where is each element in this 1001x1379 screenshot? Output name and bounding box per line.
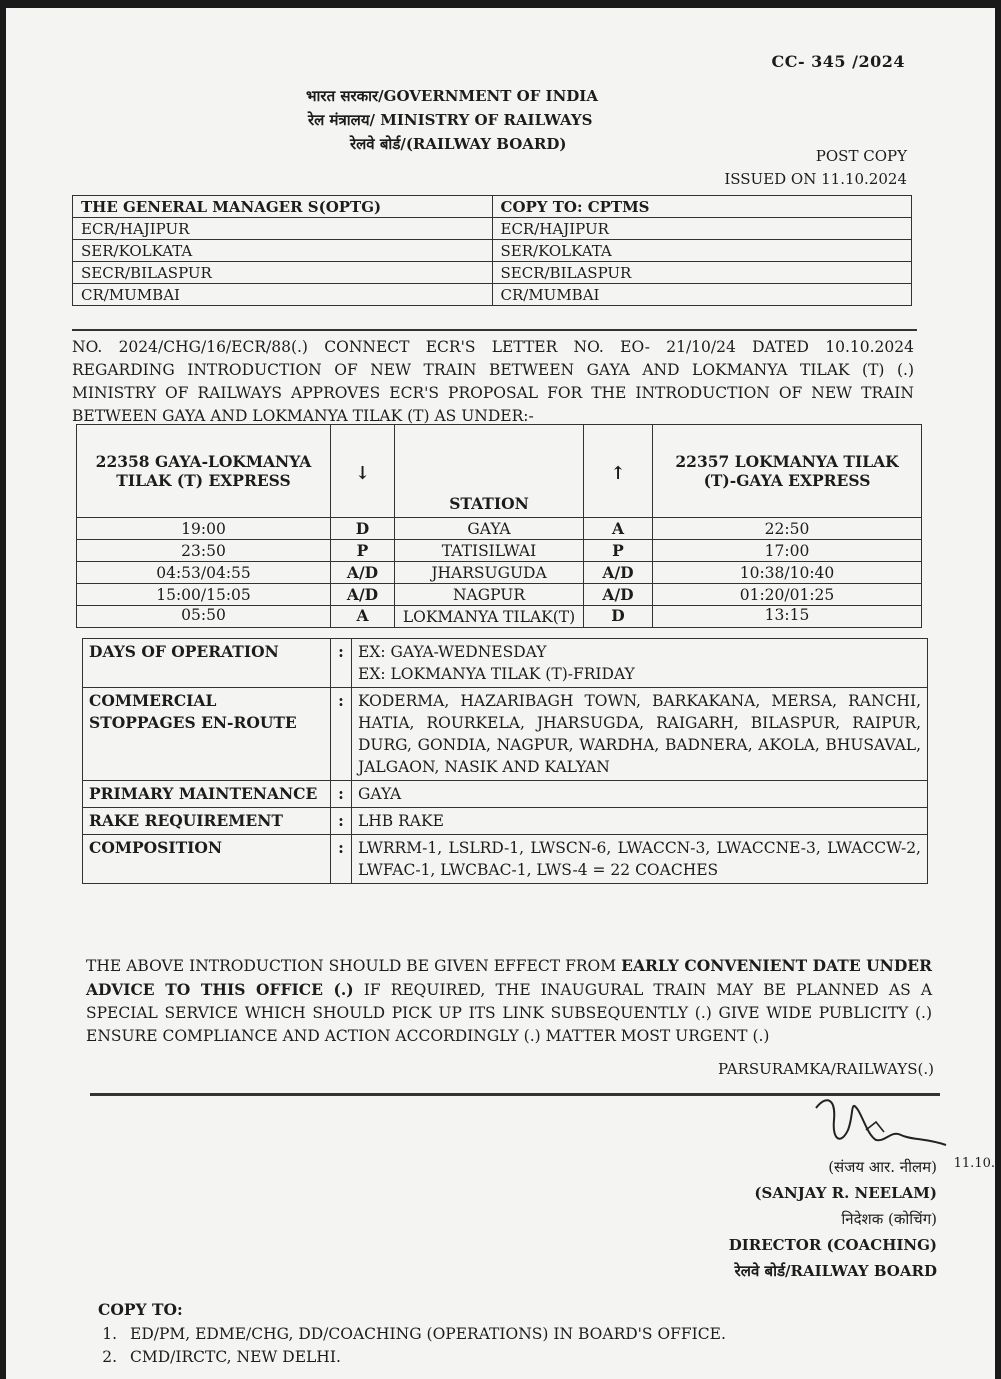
time-cell: 04:53/04:55 (77, 562, 331, 584)
copy-item: CR/MUMBAI (492, 284, 912, 306)
code-cell: P (331, 540, 395, 562)
issued-date: ISSUED ON 11.10.2024 (724, 170, 907, 188)
signatory-title: DIRECTOR (COACHING) (728, 1236, 937, 1254)
code-cell: D (331, 518, 395, 540)
code-cell: P (584, 540, 653, 562)
code-cell: A (584, 518, 653, 540)
colon: : (331, 835, 352, 884)
station-cell: GAYA (395, 518, 584, 540)
closing-bold-text: EARLY CONVENIENT DATE UNDER ADVICE TO THIS OFFICE (.) (86, 956, 932, 999)
composition-value: LWRRM-1, LSLRD-1, LWSCN-6, LWACCN-3, LWACCNE-3, LWACCW-2, LWFAC-1, LWCBAC-1, LWS-4 = 22 COACHES (352, 835, 928, 884)
copy-to-section (98, 1298, 726, 1369)
station-cell: JHARSUGUDA (395, 562, 584, 584)
code-cell: A/D (331, 562, 395, 584)
post-copy-label: POST COPY (815, 147, 907, 165)
list-item: 2. CMD/IRCTC, NEW DELHI. (122, 1346, 726, 1369)
letterhead-line-3: रेलवे बोर्ड/(RAILWAY BOARD) (350, 135, 567, 153)
list-item: 1. ED/PM, EDME/CHG, DD/COACHING (OPERATIONS) IN BOARD'S OFFICE. (122, 1323, 726, 1346)
colon: : (331, 781, 352, 808)
code-cell: A/D (331, 584, 395, 606)
copy-to-title: COPY TO: (98, 1300, 183, 1319)
days-value (352, 639, 928, 688)
divider (72, 329, 917, 331)
signatory-name-hindi: (संजय आर. नीलम) (828, 1158, 937, 1176)
table-row (77, 540, 922, 562)
signatory-block (729, 1154, 937, 1284)
days-label: DAYS OF OPERATION (83, 639, 331, 688)
maintenance-label: PRIMARY MAINTENANCE (83, 781, 331, 808)
days-line-2: EX: LOKMANYA TILAK (T)-FRIDAY (358, 665, 635, 683)
time-cell: 19:00 (77, 518, 331, 540)
rake-label: RAKE REQUIREMENT (83, 808, 331, 835)
reference-number: CC- 345 /2024 (771, 52, 905, 71)
signature-date: 11.10. (953, 1156, 995, 1171)
stoppages-value: KODERMA, HAZARIBAGH TOWN, BARKAKANA, MERSA, RANCHI, HATIA, ROURKELA, JHARSUGDA, RAIGARH, BILASPUR, RAIPUR, DURG, GONDIA, NAGPUR, WARDHA, BADNERA, AKOLA, BHUSAVAL, JALGAON, NASIK AND KALYAN (352, 688, 928, 781)
days-line-1: EX: GAYA-WEDNESDAY (358, 643, 547, 661)
copy-header: COPY TO: CPTMS (492, 196, 912, 218)
station-header: STATION (395, 425, 584, 518)
signatory-title-hindi: निदेशक (कोचिंग) (841, 1210, 937, 1228)
copy-item: SER/KOLKATA (492, 240, 912, 262)
time-cell: 22:50 (653, 518, 922, 540)
to-item: ECR/HAJIPUR (73, 218, 493, 240)
colon: : (331, 688, 352, 781)
letterhead-line-2: रेल मंत्रालय/ MINISTRY OF RAILWAYS (308, 111, 593, 129)
code-cell: D (584, 606, 653, 628)
table-row (77, 518, 922, 540)
station-cell: TATISILWAI (395, 540, 584, 562)
closing-paragraph (86, 954, 932, 1048)
address-table (72, 195, 912, 306)
rake-value: LHB RAKE (352, 808, 928, 835)
time-cell: 23:50 (77, 540, 331, 562)
body-paragraph: NO. 2024/CHG/16/ECR/88(.) CONNECT ECR'S LETTER NO. EO- 21/10/24 DATED 10.10.2024 REGARDING INTRODUCTION OF NEW TRAIN BETWEEN GAYA AND LOKMANYA TILAK (T) (.) MINISTRY OF RAILWAYS APPROVES ECR'S PROPOSAL FOR THE INTRODUCTION OF NEW TRAIN BETWEEN GAYA AND LOKMANYA TILAK (T) AS UNDER:- (72, 338, 914, 425)
maintenance-value: GAYA (352, 781, 928, 808)
document-page (6, 8, 995, 1379)
colon: : (331, 808, 352, 835)
timetable (76, 424, 922, 628)
table-row (77, 606, 922, 628)
post-copy-block (724, 145, 907, 191)
to-item: CR/MUMBAI (73, 284, 493, 306)
code-cell: A/D (584, 584, 653, 606)
closing-text-2: IF REQUIRED, THE INAUGURAL TRAIN MAY BE PLANNED AS A SPECIAL SERVICE WHICH SHOULD PICK UP ITS LINK SUBSEQUENTLY (.) GIVE WIDE PUBLICITY (.) ENSURE COMPLIANCE AND ACTION ACCORDINGLY (.) MATTER MOST URGENT (.) (86, 981, 933, 1045)
signoff: PARSURAMKA/RAILWAYS(.) (718, 1060, 934, 1078)
time-cell: 01:20/01:25 (653, 584, 922, 606)
time-cell: 17:00 (653, 540, 922, 562)
code-cell: A/D (584, 562, 653, 584)
time-cell: 13:15 (653, 606, 922, 628)
station-cell: LOKMANYA TILAK(T) (395, 606, 584, 628)
letterhead (306, 84, 706, 156)
signatory-office: रेलवे बोर्ड/RAILWAY BOARD (734, 1262, 937, 1280)
signature-image (806, 1090, 956, 1160)
to-item: SECR/BILASPUR (73, 262, 493, 284)
signatory-name: (SANJAY R. NEELAM) (754, 1184, 937, 1202)
closing-text-1: THE ABOVE INTRODUCTION SHOULD BE GIVEN EFFECT FROM (86, 957, 622, 975)
train-22358-header: 22358 GAYA-LOKMANYA TILAK (T) EXPRESS (77, 425, 331, 518)
copy-item: ECR/HAJIPUR (492, 218, 912, 240)
train-22357-header: 22357 LOKMANYA TILAK (T)-GAYA EXPRESS (653, 425, 922, 518)
to-header: THE GENERAL MANAGER S(OPTG) (73, 196, 493, 218)
time-cell: 10:38/10:40 (653, 562, 922, 584)
up-arrow-icon: ↑ (584, 425, 653, 518)
operation-details-table (82, 638, 928, 884)
code-cell: A (331, 606, 395, 628)
to-item: SER/KOLKATA (73, 240, 493, 262)
table-row (77, 562, 922, 584)
stoppages-label: COMMERCIAL STOPPAGES EN-ROUTE (83, 688, 331, 781)
time-cell: 05:50 (77, 606, 331, 628)
station-cell: NAGPUR (395, 584, 584, 606)
down-arrow-icon: ↓ (331, 425, 395, 518)
copy-to-list (98, 1323, 726, 1369)
copy-item: SECR/BILASPUR (492, 262, 912, 284)
letterhead-line-1: भारत सरकार/GOVERNMENT OF INDIA (306, 87, 598, 105)
composition-label: COMPOSITION (83, 835, 331, 884)
time-cell: 15:00/15:05 (77, 584, 331, 606)
colon: : (331, 639, 352, 688)
table-row (77, 584, 922, 606)
